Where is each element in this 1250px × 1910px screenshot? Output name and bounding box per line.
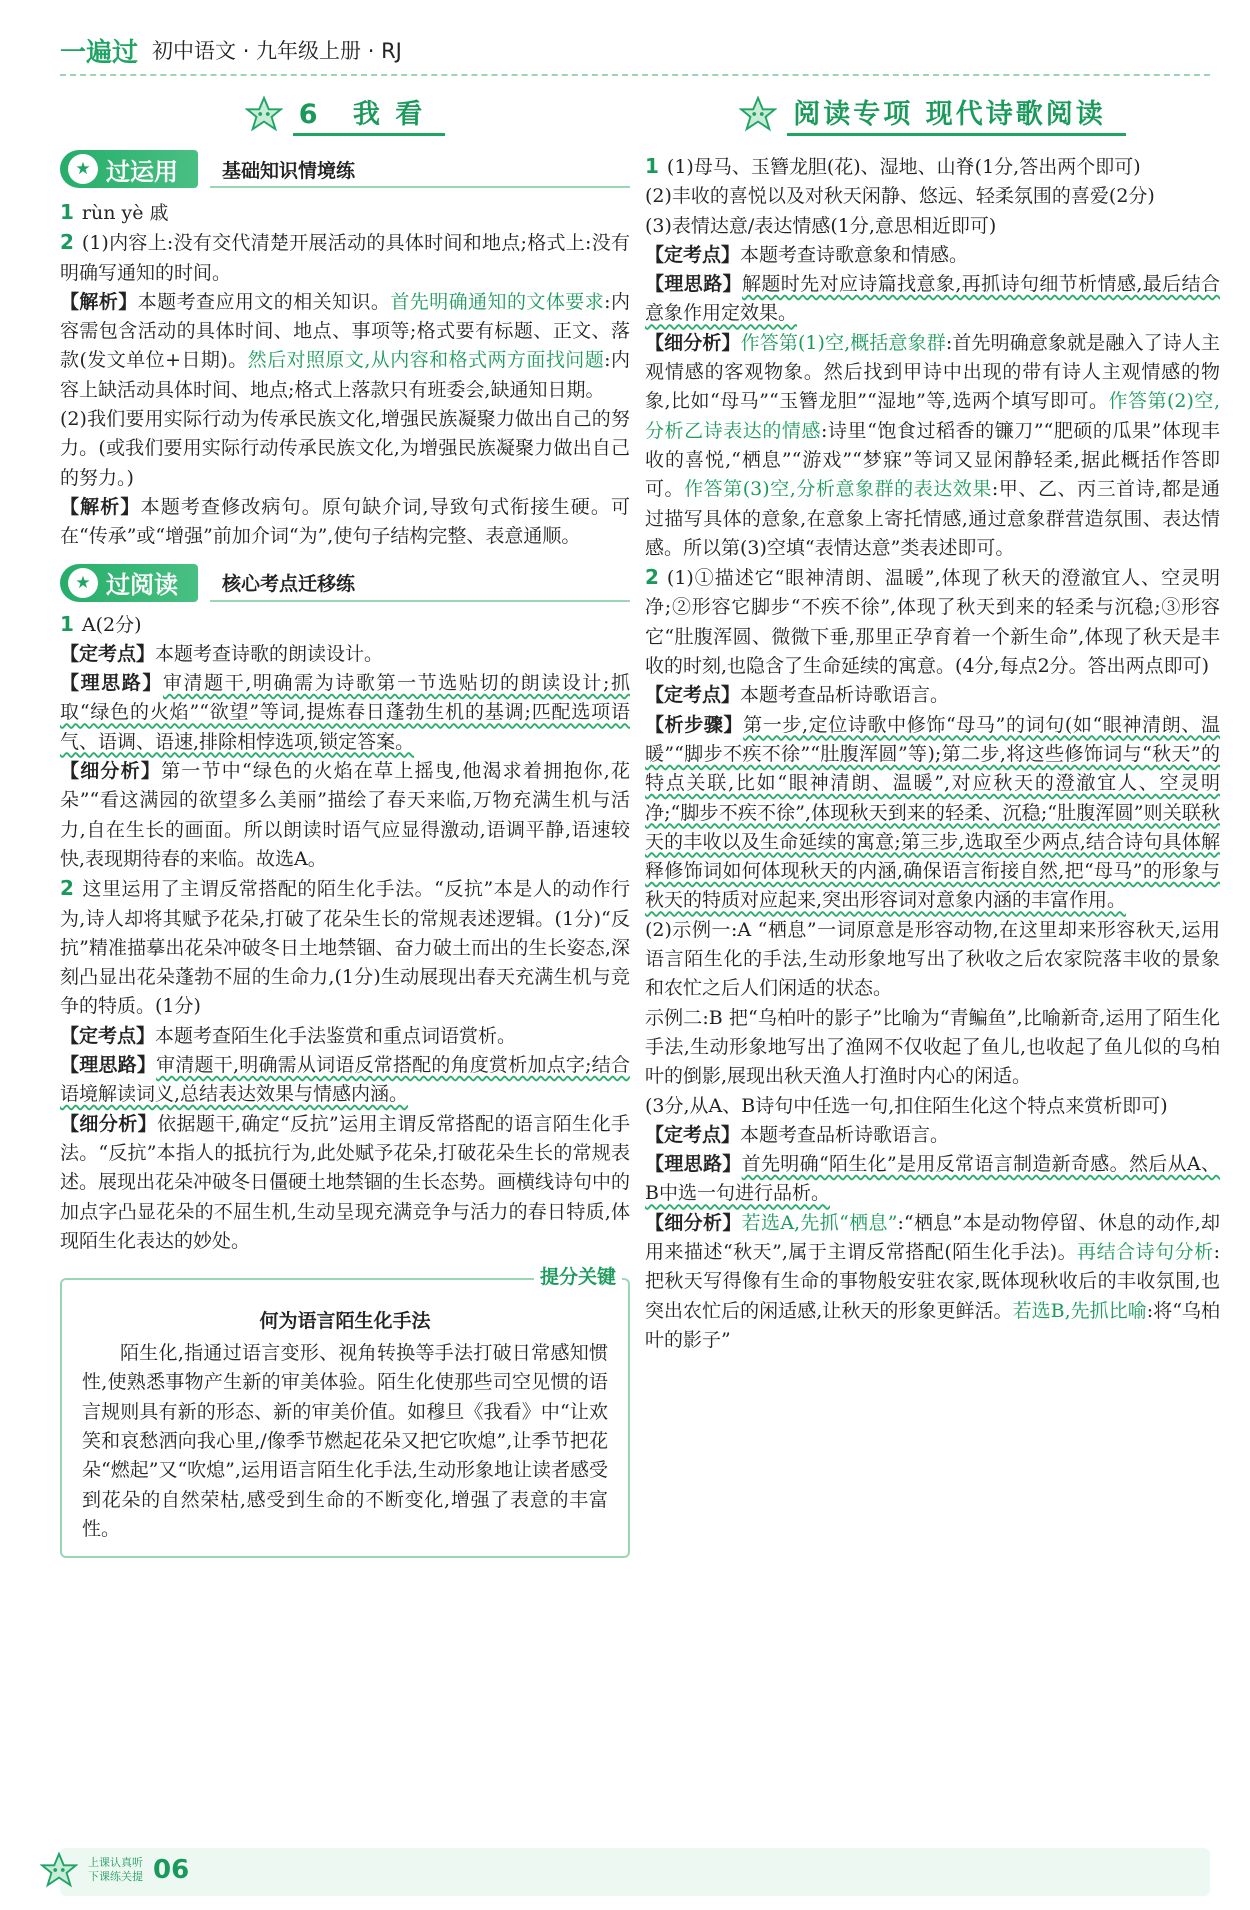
mascot-icon: ★ — [68, 568, 98, 598]
key-tip-title: 何为语言陌生化手法 — [259, 1310, 431, 1333]
special-2b-point: 【定考点】本题考查品析诗歌语言。 — [645, 1123, 950, 1146]
band-label: 过运用 — [106, 157, 178, 186]
mascot-icon: ★ — [68, 154, 98, 184]
answer-1: 1 rùn yè 戚 — [60, 200, 169, 224]
special-2b-example2: 示例二:B 把“乌柏叶的影子”比喻为“青鳊鱼”,比喻新奇,运用了陌生化手法,生动形象地写出了渔网不仅收起了鱼儿,也收起了鱼儿似的乌柏叶的倒影,展现出秋天渔人打渔时内心的闲适。 — [645, 1006, 1220, 1088]
special-answer-2: 2 (1)①描述它“眼神清朗、温暖”,体现了秋天的澄澈宜人、空灵明净;②形容它脚步“不疾不徐”,体现了秋天到来的轻柔与沉稳;③形容它“肚腹浑圆、微微下垂,那里正孕育着一个新生命”,体现了秋天是丰收的时刻,也隐含了生命延续的寓意。(4分,每点2分。答出两点即可) — [645, 565, 1220, 678]
reading-answer-1: 1 A(2分) — [60, 611, 142, 636]
special-answer-1-l1: 1 (1)母马、玉簪龙胆(花)、湿地、山脊(1分,答出两个即可) — [645, 154, 1141, 178]
key-tip-body: 陌生化,指通过语言变形、视角转换等手法打破日常感知惯性,使熟悉事物产生新的审美体验。陌生化使那些司空见惯的语言规则具有新的形态、新的审美价值。如穆旦《我看》中“让欢笑和哀愁洒向我心里,/像季节燃起花朵又把它吹熄”,让季节把花朵“燃起”又“吹熄”,运用语言陌生化手法,生动形象地让读者感受到花朵的自然荣枯,感受到生命的不断变化,增强了表意的丰富性。 — [82, 1342, 608, 1540]
left-column — [60, 90, 630, 1558]
band-subtitle: 基础知识情境练 — [222, 159, 356, 182]
special-2b-detail: 【细分析】若选A,先抓“栖息”:“栖息”本是动物停留、休息的动作,却用来描述“秋天”,属于主谓反常搭配(陌生化手法)。再结合诗句分析:把秋天写得像有生命的事物般安驻农家,既体现秋收后的丰收氛围,也突出农忙后的闲适感,让秋天的形象更鲜活。若选B,先抓比喻:将“乌柏叶的影子” — [645, 1211, 1220, 1351]
book-title: 初中语文 · 九年级上册 · RJ — [152, 39, 402, 63]
section-band-reading — [60, 562, 630, 604]
analysis-2b: 【解析】本题考查修改病句。原句缺介词,导致句式衔接生硬。可在“传承”或“增强”前加介词“为”,使句子结构完整、表意通顺。 — [60, 495, 630, 548]
answer-2a: 2 (1)内容上:没有交代清楚开展活动的具体时间和地点;格式上:没有明确写通知的时间。 — [60, 230, 630, 284]
footer-slogan: 上课认真听 下课练关提 — [88, 1856, 143, 1883]
key-tip-label: 提分关键 — [534, 1262, 622, 1289]
lesson-title — [60, 90, 630, 138]
special-1-detail: 【细分析】作答第(1)空,概括意象群:首先明确意象就是融入了诗人主观情感的客观物象。然后找到甲诗中出现的带有诗人主观情感的物象,比如“母马”“玉簪龙胆”“湿地”等,选两个填写即可。作答第(2)空,分析乙诗表达的情感:诗里“饱食过稻香的镰刀”“肥硕的瓜果”体现丰收的喜悦,“栖息”“游戏”“梦寐”等词又显闲静轻柔,据此概括作答即可。作答第(3)空,分析意象群的表达效果:甲、乙、丙三首诗,都是通过描写具体的意象,在意象上寄托情感,通过意象群营造氛围、表达情感。所以第(3)空填“表情达意”类表述即可。 — [645, 331, 1220, 559]
lesson-number: 6 — [298, 99, 321, 130]
page-number: 06 — [153, 1855, 190, 1885]
special-2b-example1: (2)示例一:A “栖息”一词原意是形容动物,在这里却来形容秋天,运用语言陌生化的手法,生动形象地写出了秋收之后农家院落丰收的景象和农忙之后人们闲适的状态。 — [645, 918, 1220, 1000]
reading-1-thought: 【理思路】审清题干,明确需为诗歌第一节选贴切的朗读设计;抓取“绿色的火焰”“欲望”等词,提炼春日蓬勃生机的基调;匹配选项语气、语调、语速,排除相悖选项,锁定答案。 — [60, 672, 630, 753]
header-divider — [60, 74, 1210, 76]
analysis-2a: 【解析】本题考查应用文的相关知识。首先明确通知的文体要求:内容需包含活动的具体时间、地点、事项等;格式要有标题、正文、落款(发文单位+日期)。然后对照原文,从内容和格式两方面找问题:内容上缺活动具体时间、地点;格式上落款只有班委会,缺通知日期。 — [60, 290, 631, 401]
reading-answers — [60, 610, 630, 1257]
special-2-steps: 【析步骤】第一步,定位诗歌中修饰“母马”的词句(如“眼神清朗、温暖”“脚步不疾不徐”“肚腹浑圆”等);第二步,将这些修饰词与“秋天”的特点关联,比如“眼神清朗、温暖”,对应秋天的澄澈宜人、空灵明净;“脚步不疾不徐”,体现秋天到来的轻柔、沉稳;“肚腹浑圆”则关联秋天的丰收以及生命延续的寓意;第三步,选取至少两点,结合诗句具体解释修饰词如何体现秋天的内涵,确保语言衔接自然,把“母马”的形象与秋天的特质对应起来,突出形容词对意象内涵的丰富作用。 — [645, 713, 1220, 912]
special-2-point: 【定考点】本题考查品析诗歌语言。 — [645, 684, 950, 707]
practice-answers — [60, 198, 630, 552]
page-header — [60, 30, 402, 70]
reading-2-thought: 【理思路】审清题干,明确需从词语反常搭配的角度赏析加点字;结合语境解读词义,总结表达效果与情感内涵。 — [60, 1054, 630, 1106]
star-mascot-icon — [40, 1852, 78, 1888]
special-1-point: 【定考点】本题考查诗歌意象和情感。 — [645, 243, 969, 266]
reading-answer-2: 2 这里运用了主谓反常搭配的陌生化手法。“反抗”本是人的动作行为,诗人却将其赋予花朵,打破了花朵生长的常规表述逻辑。(1分)“反抗”精准描摹出花朵冲破冬日土地禁锢、奋力破土而出的生长姿态,深刻凸显出花朵蓬勃不屈的生命力,(1分)生动展现出春天充满生机与竞争的特质。(1分) — [60, 876, 630, 1018]
lesson-name: 我 看 — [352, 99, 426, 130]
special-answer-1-l2: (2)丰收的喜悦以及对秋天闲静、悠远、轻柔氛围的喜爱(2分) — [645, 185, 1155, 208]
star-mascot-icon — [245, 96, 283, 132]
reading-1-point: 【定考点】本题考查诗歌的朗读设计。 — [60, 642, 384, 665]
reading-1-detail: 【细分析】第一节中“绿色的火焰在草上摇曳,他渴求着拥抱你,花朵”“看这满园的欲望多么美丽”描绘了春天来临,万物充满生机与活力,自在生长的画面。所以朗读时语气应显得激动,语调平静,语速较快,表现期待春的来临。故选A。 — [60, 760, 630, 870]
special-title: 阅读专项 现代诗歌阅读 — [645, 90, 1220, 138]
special-answer-1-l3: (3)表情达意/表达情感(1分,意思相近即可) — [645, 214, 997, 237]
special-2b-thought: 【理思路】首先明确“陌生化”是用反常语言制造新奇感。然后从A、B中选一句进行品析。 — [645, 1153, 1220, 1205]
band-label: 过阅读 — [106, 571, 178, 600]
right-column — [645, 90, 1220, 1355]
section-band-practice — [60, 148, 630, 190]
brand-logo: 一遍过 — [60, 37, 139, 68]
special-1-thought: 【理思路】解题时先对应诗篇找意象,再抓诗句细节析情感,最后结合意象作用定效果。 — [645, 273, 1220, 325]
page-footer — [40, 1852, 189, 1888]
special-2b-score: (3分,从A、B诗句中任选一句,扣住陌生化这个特点来赏析即可) — [645, 1094, 1168, 1117]
answer-2b: (2)我们要用实际行动为传承民族文化,增强民族凝聚力做出自己的努力。(或我们要用实际行动传承民族文化,为增强民族凝聚力做出自己的努力。) — [60, 408, 630, 489]
reading-2-point: 【定考点】本题考查陌生化手法鉴赏和重点词语赏析。 — [60, 1024, 517, 1047]
reading-2-detail: 【细分析】依据题干,确定“反抗”运用主谓反常搭配的语言陌生化手法。“反抗”本指人的抵抗行为,此处赋予花朵,打破花朵生长的常规表述。展现出花朵冲破冬日僵硬土地禁锢的生长态势。画横线诗句中的加点字凸显花朵的不屈生机,生动呈现充满竞争与活力的春日特质,体现陌生化表达的妙处。 — [60, 1112, 631, 1252]
star-mascot-icon — [739, 96, 777, 132]
band-subtitle: 核心考点迁移练 — [222, 573, 356, 596]
key-tip-box — [60, 1266, 630, 1558]
footer-background — [60, 1848, 1210, 1896]
special-answers — [645, 152, 1220, 1355]
